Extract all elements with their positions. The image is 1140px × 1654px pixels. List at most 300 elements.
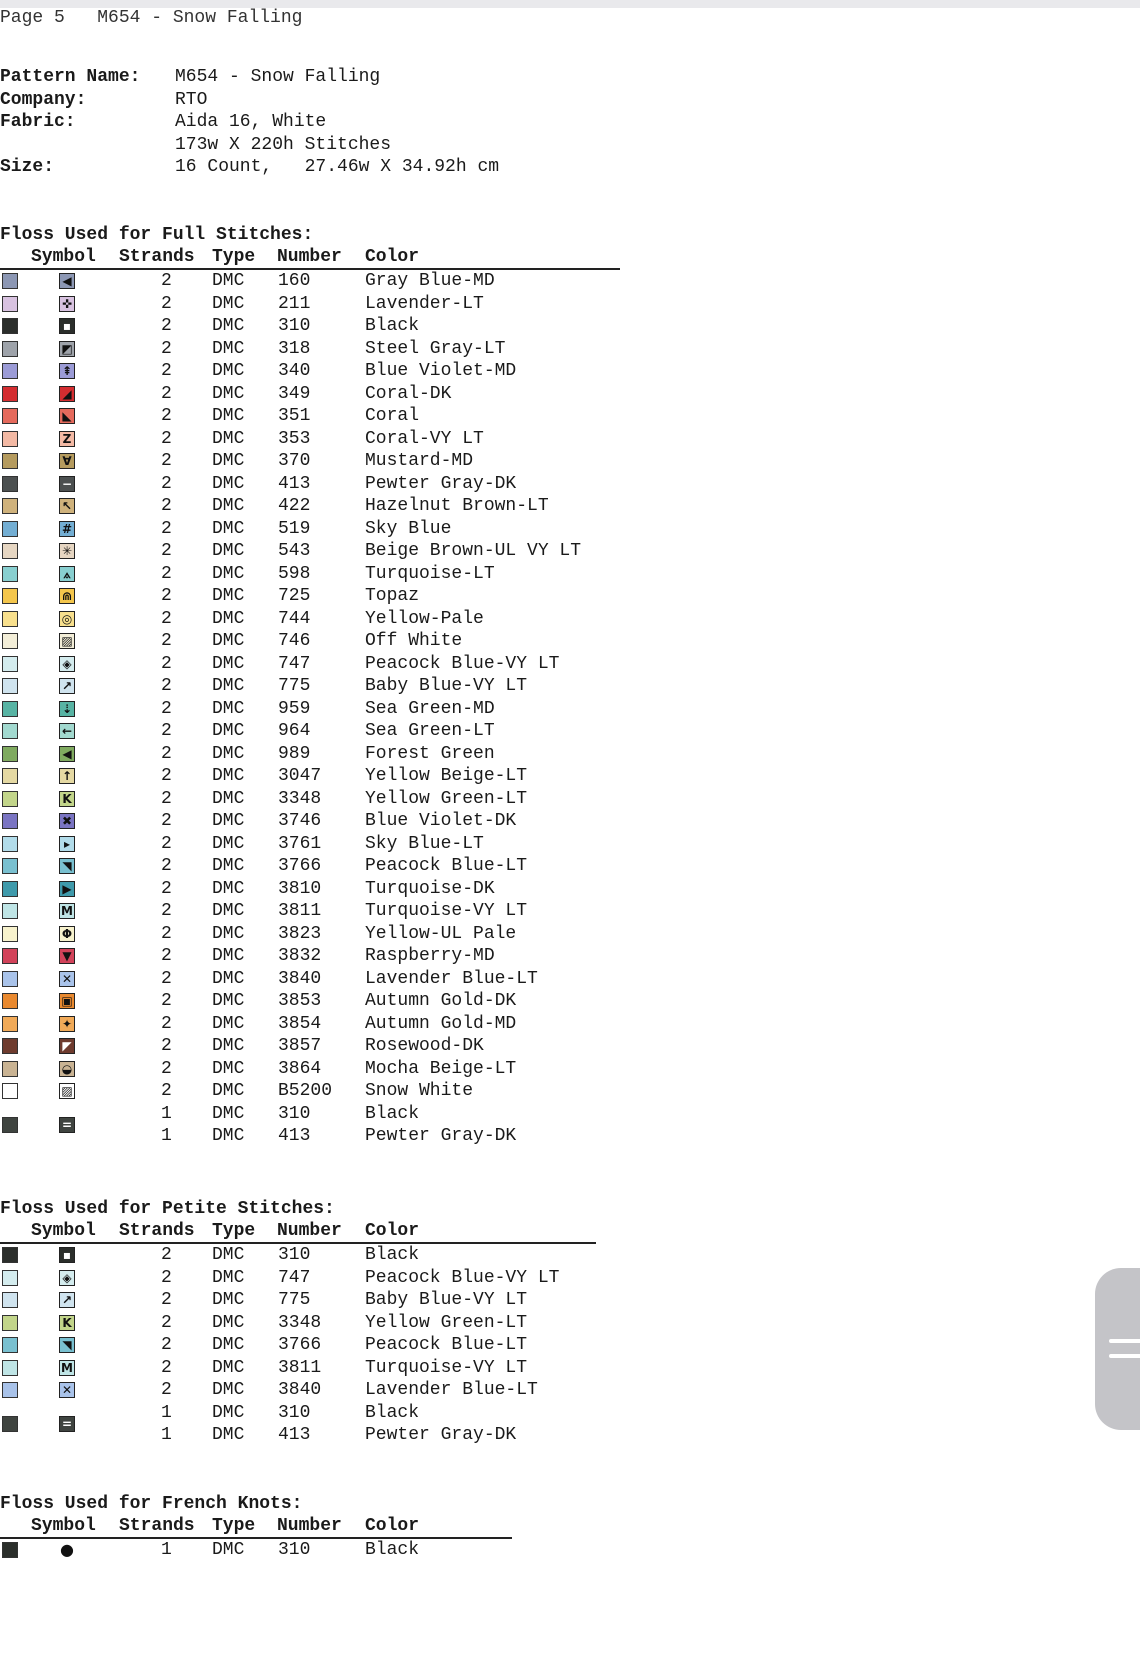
- info-row: [0, 66, 499, 89]
- color-name: Coral-DK: [365, 383, 452, 404]
- type-value: DMC: [212, 833, 245, 854]
- color-name: Yellow Beige-LT: [365, 766, 528, 786]
- floss-row: [0, 630, 620, 653]
- color-name: Sky Blue-LT: [365, 833, 484, 854]
- floss-row: [0, 540, 620, 563]
- color-name: Snow White: [365, 1081, 474, 1101]
- type-value: DMC: [212, 1357, 245, 1378]
- stitch-symbol-icon: ▣: [59, 993, 75, 1009]
- floss-row: [0, 518, 620, 541]
- number-value: 310: [278, 1245, 311, 1265]
- floss-line: [0, 585, 620, 608]
- color-name: Turquoise-VY LT: [365, 901, 528, 921]
- strands-value: 2: [161, 293, 172, 314]
- type-value: DMC: [212, 698, 245, 719]
- stitch-symbol-icon: ✳: [59, 543, 75, 559]
- type-value: DMC: [212, 968, 245, 989]
- stitch-symbol-icon: ●: [60, 1542, 74, 1559]
- strands-value: 2: [161, 541, 172, 561]
- floss-line: [0, 518, 620, 541]
- floss-row: [0, 855, 620, 878]
- column-header-number: Number: [277, 1516, 342, 1536]
- color-name: Forest Green: [365, 743, 495, 764]
- number-value: 3864: [278, 1058, 322, 1079]
- info-row: [0, 134, 499, 157]
- strands-value: 2: [161, 856, 172, 876]
- floss-line: [0, 338, 620, 361]
- strands-value: 1: [161, 1126, 172, 1146]
- number-value: 3857: [278, 1036, 322, 1056]
- strands-value: 2: [161, 946, 172, 966]
- section-title: Floss Used for Petite Stitches:: [0, 1199, 335, 1219]
- color-name: Yellow-UL Pale: [365, 923, 517, 944]
- floss-line: [0, 540, 620, 563]
- floss-line: [0, 608, 620, 631]
- floss-line: [0, 653, 620, 676]
- floss-line: [0, 810, 620, 833]
- stitch-symbol-icon: ▶: [59, 881, 75, 897]
- strands-value: 1: [161, 1540, 172, 1560]
- color-name: Pewter Gray-DK: [365, 1126, 517, 1146]
- color-name: Sea Green-MD: [365, 698, 495, 719]
- color-name: Black: [365, 1540, 420, 1560]
- strands-value: 1: [161, 1425, 172, 1445]
- strands-value: 2: [161, 473, 172, 494]
- strands-value: 2: [161, 721, 172, 741]
- strands-value: 2: [161, 451, 172, 471]
- strands-value: 2: [161, 991, 172, 1011]
- floss-line: [0, 743, 620, 766]
- strands-value: 2: [161, 766, 172, 786]
- floss-line: [0, 293, 620, 316]
- strands-value: 2: [161, 1380, 172, 1400]
- handle-grip-line: [1109, 1354, 1140, 1358]
- info-value: RTO: [175, 89, 208, 110]
- strands-value: 2: [161, 428, 172, 449]
- floss-row: [0, 1402, 596, 1447]
- info-label: Fabric:: [0, 112, 76, 133]
- type-value: DMC: [212, 991, 245, 1011]
- stitch-symbol-icon: =: [59, 1416, 75, 1432]
- number-value: 351: [278, 406, 311, 426]
- floss-row: [0, 450, 620, 473]
- number-value: 3047: [278, 766, 322, 786]
- floss-row: [0, 270, 620, 293]
- color-name: Gray Blue-MD: [365, 271, 495, 291]
- type-value: DMC: [212, 1013, 245, 1034]
- strands-value: 1: [161, 1103, 172, 1124]
- floss-line: [0, 878, 620, 901]
- stitch-symbol-icon: ⋒: [59, 588, 75, 604]
- floss-row: [0, 360, 620, 383]
- color-name: Lavender-LT: [365, 293, 484, 314]
- info-value: 173w X 220h Stitches: [175, 134, 392, 155]
- strands-value: 2: [161, 271, 172, 291]
- floss-row: [0, 990, 620, 1013]
- floss-line: [0, 495, 620, 518]
- floss-row: [0, 405, 620, 428]
- floss-row: [0, 315, 620, 338]
- column-header-strands: Strands: [119, 1221, 195, 1241]
- strands-value: 2: [161, 901, 172, 921]
- stitch-symbol-icon: ◥: [59, 858, 75, 874]
- number-value: 964: [278, 721, 311, 741]
- strands-value: 2: [161, 878, 172, 899]
- stitch-symbol-icon: ⟑: [59, 566, 75, 582]
- type-value: DMC: [212, 293, 245, 314]
- number-value: 370: [278, 451, 311, 471]
- color-name: Beige Brown-UL VY LT: [365, 541, 582, 561]
- number-value: 3348: [278, 1312, 322, 1333]
- stitch-symbol-icon: Φ: [59, 926, 75, 942]
- floss-line: [0, 855, 620, 878]
- color-name: Hazelnut Brown-LT: [365, 496, 549, 516]
- column-header-symbol: Symbol: [31, 1221, 96, 1241]
- floss-line: [0, 1035, 620, 1058]
- floss-row: [0, 1267, 596, 1290]
- color-name: Peacock Blue-VY LT: [365, 1267, 560, 1288]
- strands-value: 2: [161, 496, 172, 516]
- strands-value: 2: [161, 361, 172, 381]
- number-value: 3823: [278, 923, 322, 944]
- color-name: Raspberry-MD: [365, 946, 495, 966]
- floss-line: [0, 833, 620, 856]
- strands-value: 2: [161, 406, 172, 426]
- floss-line: [0, 1267, 596, 1290]
- stitch-symbol-icon: K: [59, 1315, 75, 1331]
- floss-line: [0, 1244, 596, 1267]
- color-name: Peacock Blue-LT: [365, 1335, 528, 1355]
- number-value: 3348: [278, 788, 322, 809]
- number-value: 310: [278, 1402, 311, 1423]
- color-name: Lavender Blue-LT: [365, 1380, 538, 1400]
- type-value: DMC: [212, 676, 245, 696]
- type-value: DMC: [212, 338, 245, 359]
- type-value: DMC: [212, 361, 245, 381]
- number-value: 775: [278, 676, 311, 696]
- color-name: Black: [365, 316, 420, 336]
- strands-value: 2: [161, 923, 172, 944]
- stitch-symbol-icon: ◀: [59, 746, 75, 762]
- type-value: DMC: [212, 766, 245, 786]
- floss-row: [0, 1357, 596, 1380]
- stitch-symbol-icon: ✖: [59, 813, 75, 829]
- number-value: 747: [278, 1267, 311, 1288]
- type-value: DMC: [212, 563, 245, 584]
- type-value: DMC: [212, 271, 245, 291]
- type-value: DMC: [212, 878, 245, 899]
- stitch-symbol-icon: ◒: [59, 1061, 75, 1077]
- floss-line: [0, 923, 620, 946]
- type-value: DMC: [212, 1290, 245, 1310]
- strands-value: 2: [161, 1267, 172, 1288]
- floss-line: [0, 405, 620, 428]
- number-value: 3832: [278, 946, 322, 966]
- info-value: 16 Count, 27.46w X 34.92h cm: [175, 157, 500, 178]
- strands-value: 2: [161, 676, 172, 696]
- floss-row: [0, 765, 620, 788]
- type-value: DMC: [212, 1335, 245, 1355]
- floss-line: [0, 1379, 596, 1402]
- type-value: DMC: [212, 856, 245, 876]
- number-value: 413: [278, 473, 311, 494]
- type-value: DMC: [212, 788, 245, 809]
- stitch-symbol-icon: ◈: [59, 1270, 75, 1286]
- floss-line: [0, 1357, 596, 1380]
- table-header: [0, 1515, 512, 1539]
- color-name: Turquoise-DK: [365, 878, 495, 899]
- number-value: 543: [278, 541, 311, 561]
- floss-row: [0, 698, 620, 721]
- strands-value: 2: [161, 383, 172, 404]
- floss-line: [0, 360, 620, 383]
- number-value: 519: [278, 518, 311, 539]
- strands-value: 2: [161, 653, 172, 674]
- floss-row: [0, 563, 620, 586]
- stitch-symbol-icon: ◣: [59, 408, 75, 424]
- color-name: Mocha Beige-LT: [365, 1058, 517, 1079]
- floss-row: [0, 1289, 596, 1312]
- number-value: 598: [278, 563, 311, 584]
- floss-line: [0, 1334, 596, 1357]
- stitch-symbol-icon: ▼: [59, 948, 75, 964]
- floss-line: [0, 945, 620, 968]
- type-value: DMC: [212, 653, 245, 674]
- color-name: Lavender Blue-LT: [365, 968, 538, 989]
- floss-row: [0, 608, 620, 631]
- type-value: DMC: [212, 946, 245, 966]
- type-value: DMC: [212, 1380, 245, 1400]
- number-value: 725: [278, 586, 311, 606]
- floss-row: [0, 653, 620, 676]
- strands-value: 2: [161, 1290, 172, 1310]
- floss-line: [0, 1312, 596, 1335]
- stitch-symbol-icon: ∀: [59, 453, 75, 469]
- floss-row: [0, 968, 620, 991]
- color-name: Turquoise-VY LT: [365, 1357, 528, 1378]
- table-header: [0, 246, 620, 270]
- number-value: 746: [278, 631, 311, 651]
- info-label: Pattern Name:: [0, 67, 141, 87]
- strands-value: 2: [161, 698, 172, 719]
- column-header-strands: Strands: [119, 247, 195, 267]
- section-title: Floss Used for French Knots:: [0, 1494, 303, 1514]
- floss-line: [0, 383, 620, 406]
- floss-row: [0, 788, 620, 811]
- section-title: Floss Used for Full Stitches:: [0, 225, 314, 245]
- stitch-symbol-icon: ◈: [59, 656, 75, 672]
- number-value: 160: [278, 271, 311, 291]
- color-name: Coral: [365, 406, 420, 426]
- stitch-symbol-icon: ↖: [59, 498, 75, 514]
- floss-line: [0, 1424, 596, 1447]
- floss-line: [0, 1103, 620, 1126]
- number-value: 747: [278, 653, 311, 674]
- strands-value: 2: [161, 316, 172, 336]
- table-header: [0, 1220, 596, 1244]
- type-value: DMC: [212, 811, 245, 831]
- color-name: Coral-VY LT: [365, 428, 484, 449]
- stitch-symbol-icon: ◢: [59, 386, 75, 402]
- type-value: DMC: [212, 518, 245, 539]
- number-value: 422: [278, 496, 311, 516]
- type-value: DMC: [212, 451, 245, 471]
- number-value: 413: [278, 1126, 311, 1146]
- column-header-color: Color: [365, 1516, 420, 1536]
- stitch-symbol-icon: ←: [59, 723, 75, 739]
- type-value: DMC: [212, 631, 245, 651]
- number-value: 3761: [278, 833, 322, 854]
- number-value: 353: [278, 428, 311, 449]
- type-value: DMC: [212, 923, 245, 944]
- number-value: 340: [278, 361, 311, 381]
- floss-row: [0, 338, 620, 361]
- color-name: Black: [365, 1245, 420, 1265]
- number-value: 3811: [278, 1357, 322, 1378]
- type-value: DMC: [212, 1126, 245, 1146]
- type-value: DMC: [212, 901, 245, 921]
- strands-value: 2: [161, 586, 172, 606]
- strands-value: 2: [161, 1081, 172, 1101]
- type-value: DMC: [212, 1402, 245, 1423]
- type-value: DMC: [212, 1036, 245, 1056]
- color-name: Yellow-Pale: [365, 608, 484, 629]
- color-name: Baby Blue-VY LT: [365, 1290, 528, 1310]
- side-panel-handle[interactable]: [1095, 1268, 1140, 1430]
- number-value: 3766: [278, 856, 322, 876]
- floss-row: [0, 945, 620, 968]
- number-value: 989: [278, 743, 311, 764]
- strands-value: 2: [161, 1058, 172, 1079]
- color-name: Yellow Green-LT: [365, 1312, 528, 1333]
- floss-row: [0, 900, 620, 923]
- stitch-symbol-icon: ▨: [59, 1083, 75, 1099]
- color-name: Sea Green-LT: [365, 721, 495, 741]
- floss-line: [0, 630, 620, 653]
- color-name: Peacock Blue-VY LT: [365, 653, 560, 674]
- strands-value: 2: [161, 338, 172, 359]
- number-value: 3853: [278, 991, 322, 1011]
- color-name: Pewter Gray-DK: [365, 473, 517, 494]
- floss-row: [0, 878, 620, 901]
- floss-line: [0, 720, 620, 743]
- type-value: DMC: [212, 721, 245, 741]
- floss-row: [0, 1035, 620, 1058]
- number-value: 3840: [278, 1380, 322, 1400]
- color-name: Autumn Gold-MD: [365, 1013, 517, 1034]
- stitch-symbol-icon: ⇣: [59, 701, 75, 717]
- strands-value: 2: [161, 788, 172, 809]
- floss-line: [0, 1080, 620, 1103]
- number-value: 310: [278, 1103, 311, 1124]
- floss-row: [0, 585, 620, 608]
- strands-value: 2: [161, 1245, 172, 1265]
- floss-row: [0, 1539, 512, 1562]
- page-header: Page 5 M654 - Snow Falling: [0, 8, 303, 28]
- stitch-symbol-icon: ◥: [59, 1337, 75, 1353]
- number-value: 349: [278, 383, 311, 404]
- floss-line: [0, 1013, 620, 1036]
- floss-line: [0, 1125, 620, 1148]
- type-value: DMC: [212, 1103, 245, 1124]
- column-header-number: Number: [277, 247, 342, 267]
- color-name: Blue Violet-MD: [365, 361, 517, 381]
- stitch-symbol-icon: #: [59, 521, 75, 537]
- floss-line: [0, 270, 620, 293]
- stitch-symbol-icon: M: [59, 1360, 75, 1376]
- number-value: 310: [278, 316, 311, 336]
- color-name: Rosewood-DK: [365, 1036, 484, 1056]
- stitch-symbol-icon: K: [59, 791, 75, 807]
- handle-grip-line: [1109, 1339, 1140, 1343]
- floss-line: [0, 1289, 596, 1312]
- type-value: DMC: [212, 743, 245, 764]
- info-label: Company:: [0, 89, 87, 110]
- floss-line: [0, 900, 620, 923]
- number-value: 959: [278, 698, 311, 719]
- stitch-symbol-icon: ▪: [59, 1247, 75, 1263]
- type-value: DMC: [212, 586, 245, 606]
- column-header-type: Type: [212, 1516, 256, 1536]
- column-header-symbol: Symbol: [31, 247, 96, 267]
- stitch-symbol-icon: ▸: [59, 836, 75, 852]
- stitch-symbol-icon: ✦: [59, 1016, 75, 1032]
- type-value: DMC: [212, 541, 245, 561]
- type-value: DMC: [212, 1245, 245, 1265]
- column-header-strands: Strands: [119, 1516, 195, 1536]
- strands-value: 2: [161, 608, 172, 629]
- strands-value: 2: [161, 1312, 172, 1333]
- info-value: M654 - Snow Falling: [175, 67, 381, 87]
- floss-line: [0, 563, 620, 586]
- strands-value: 2: [161, 631, 172, 651]
- floss-line: [0, 1539, 512, 1562]
- stitch-symbol-icon: ◤: [59, 1038, 75, 1054]
- info-label: [0, 134, 175, 157]
- type-value: DMC: [212, 1058, 245, 1079]
- type-value: DMC: [212, 1267, 245, 1288]
- number-value: 3746: [278, 811, 322, 831]
- info-value: Aida 16, White: [175, 112, 327, 133]
- type-value: DMC: [212, 406, 245, 426]
- strands-value: 2: [161, 518, 172, 539]
- floss-row: [0, 473, 620, 496]
- number-value: 413: [278, 1425, 311, 1445]
- stitch-symbol-icon: ▪: [59, 318, 75, 334]
- petite-stitches-section: [0, 1198, 596, 1447]
- color-name: Steel Gray-LT: [365, 338, 506, 359]
- type-value: DMC: [212, 1425, 245, 1445]
- floss-row: [0, 1103, 620, 1148]
- floss-row: [0, 1244, 596, 1267]
- color-name: Peacock Blue-LT: [365, 856, 528, 876]
- stitch-symbol-icon: ⇞: [59, 363, 75, 379]
- floss-line: [0, 1058, 620, 1081]
- floss-line: [0, 315, 620, 338]
- stitch-symbol-icon: ▨: [59, 633, 75, 649]
- color-name: Off White: [365, 631, 463, 651]
- type-value: DMC: [212, 383, 245, 404]
- floss-line: [0, 990, 620, 1013]
- floss-line: [0, 428, 620, 451]
- stitch-symbol-icon: ↑: [59, 768, 75, 784]
- strands-value: 2: [161, 563, 172, 584]
- type-value: DMC: [212, 428, 245, 449]
- floss-row: [0, 383, 620, 406]
- column-header-color: Color: [365, 1221, 420, 1241]
- stitch-symbol-icon: ◩: [59, 341, 75, 357]
- type-value: DMC: [212, 608, 245, 629]
